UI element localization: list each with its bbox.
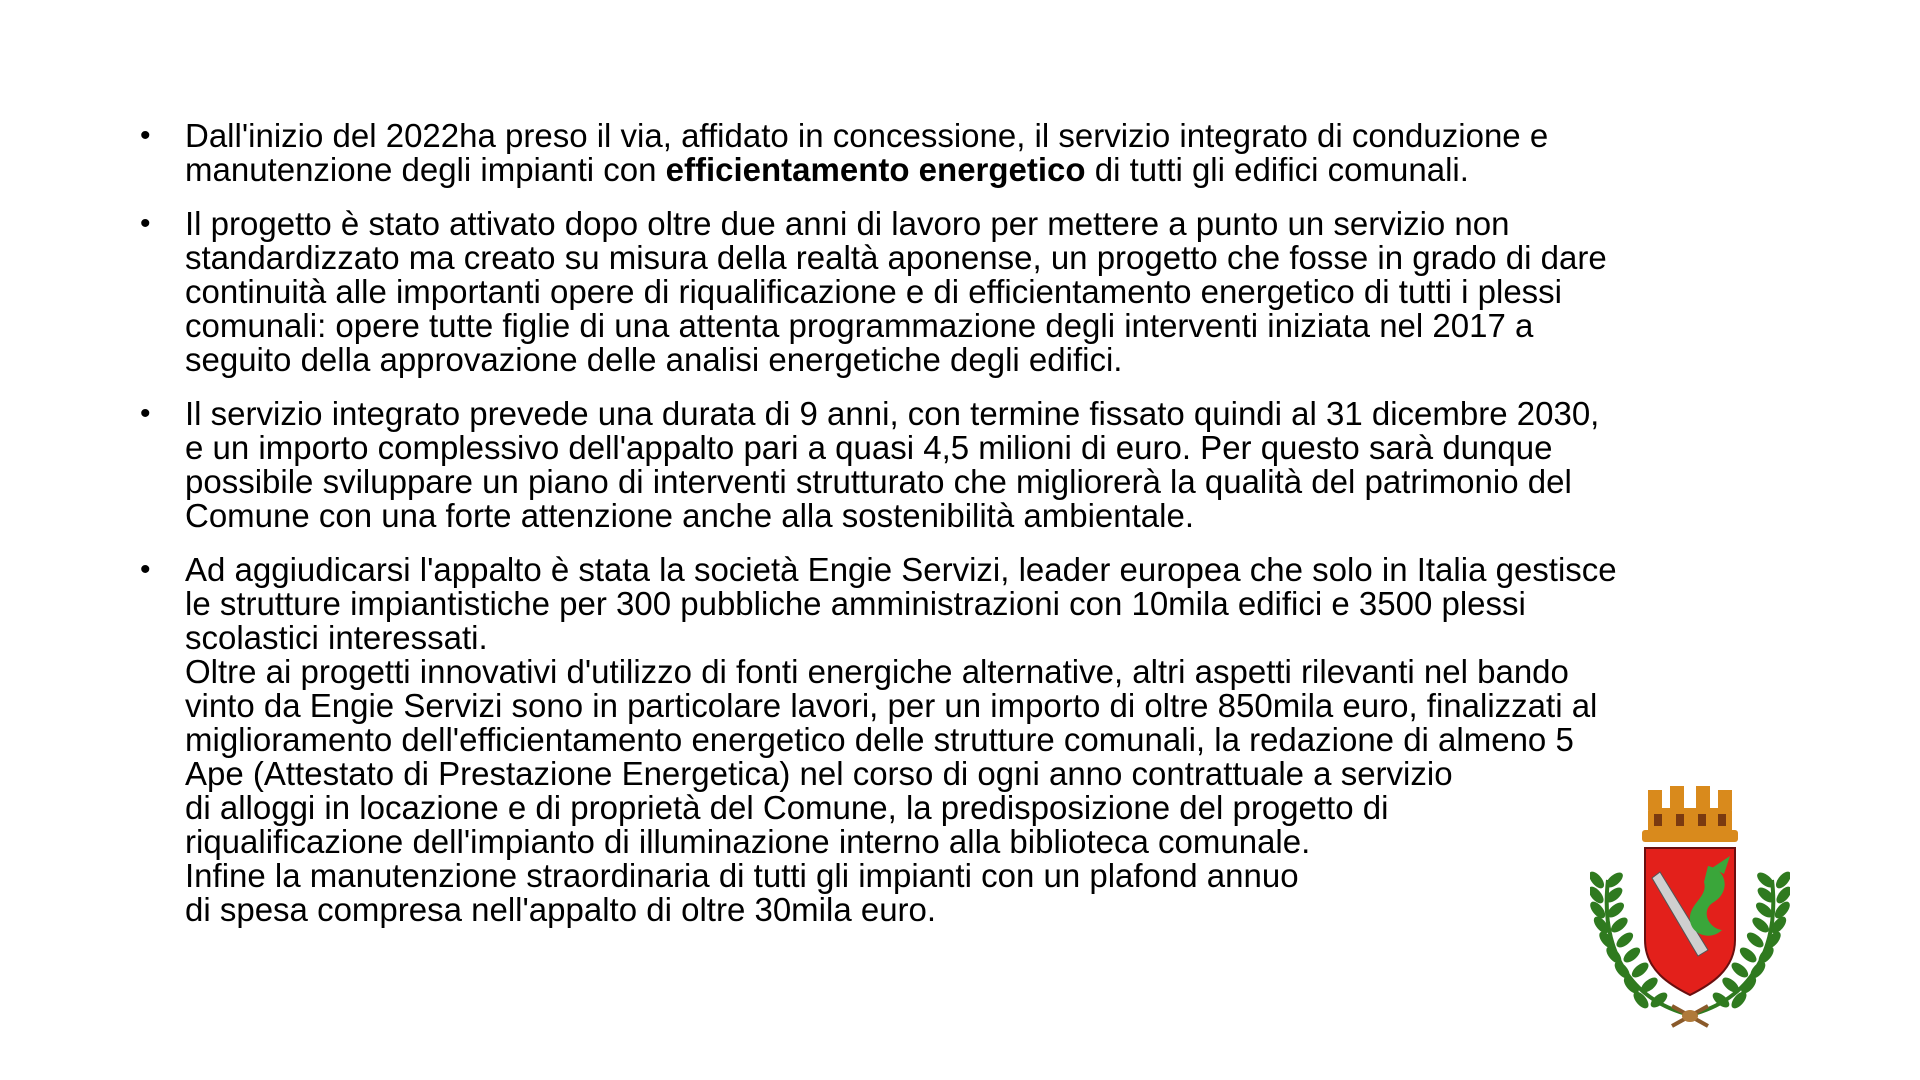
bold-highlight: efficientamento energetico: [665, 151, 1086, 188]
bullet-4-line-9: riqualificazione dell'impianto di illuminazione interno alla biblioteca comunale.: [185, 823, 1311, 860]
bullet-item-3: [140, 397, 1800, 533]
bullet-4-line-5: vinto da Engie Servizi sono in particolare lavori, per un importo di oltre 850mila euro, finalizzati al: [185, 687, 1598, 724]
bullet-4-line-4: Oltre ai progetti innovativi d'utilizzo di fonti energiche alternative, altri aspetti rilevanti nel bando: [185, 653, 1569, 690]
bullet-1-line-2-before: manutenzione degli impianti con: [185, 151, 666, 188]
bullet-2-line-1: • Il progetto è stato attivato dopo oltre due anni di lavoro per mettere a punto un servizio non: [185, 205, 1510, 242]
bullet-item-1: [140, 119, 1800, 187]
bullet-4-line-3: scolastici interessati.: [185, 619, 488, 656]
bullet-item-4: [140, 553, 1800, 927]
bullet-3-line-1: • Il servizio integrato prevede una durata di 9 anni, con termine fissato quindi al 31 dicembre 2030,: [185, 395, 1600, 432]
municipal-coat-of-arms-icon: [1590, 770, 1790, 1030]
bullet-1-line-2: [185, 153, 1800, 187]
bullet-4-line-1: • Ad aggiudicarsi l'appalto è stata la società Engie Servizi, leader europea che solo in Italia gestisce: [185, 551, 1617, 588]
bullet-4-line-7: Ape (Attestato di Prestazione Energetica) nel corso di ogni anno contrattuale a servizio: [185, 755, 1453, 792]
wreath-leaf: [1729, 960, 1751, 981]
wreath-leaf: [1744, 930, 1766, 951]
crown: [1642, 786, 1738, 842]
wreath-leaf: [1614, 930, 1636, 951]
bullet-1-line-1: • Dall'inizio del 2022ha preso il via, affidato in concessione, il servizio integrato di conduzione e: [185, 117, 1549, 154]
bullet-2-line-2: standardizzato ma creato su misura della realtà aponense, un progetto che fosse in grado di dare: [185, 239, 1607, 276]
bullet-list: [140, 119, 1800, 927]
wreath-leaf: [1629, 960, 1651, 981]
bullet-3-line-4: Comune con una forte attenzione anche alla sostenibilità ambientale.: [185, 497, 1194, 534]
bullet-3-line-3: possibile sviluppare un piano di interventi strutturato che migliorerà la qualità del patrimonio del: [185, 463, 1572, 500]
shield: [1645, 848, 1735, 995]
bullet-2-line-4: comunali: opere tutte figlie di una attenta programmazione degli interventi iniziata nel 2017 a: [185, 307, 1534, 344]
bullet-1-line-2-after: di tutti gli edifici comunali.: [1085, 151, 1469, 188]
bullet-item-2: [140, 207, 1800, 377]
wreath-leaf: [1737, 945, 1759, 966]
bullet-2-line-5: seguito della approvazione delle analisi energetiche degli edifici.: [185, 341, 1123, 378]
bullet-4-line-10: Infine la manutenzione straordinaria di tutti gli impianti con un plafond annuo: [185, 857, 1299, 894]
wreath-leaf: [1621, 945, 1643, 966]
bullet-4-line-6: miglioramento dell'efficientamento energetico delle strutture comunali, la redazione di almeno 5: [185, 721, 1574, 758]
bullet-4-line-2: le strutture impiantistiche per 300 pubbliche amministrazioni con 10mila edifici e 3500 plessi: [185, 585, 1526, 622]
bullet-4-line-8: di alloggi in locazione e di proprietà del Comune, la predisposizione del progetto di: [185, 789, 1389, 826]
wreath-leaf: [1608, 915, 1630, 936]
bullet-2-line-3: continuità alle importanti opere di riqualificazione e di efficientamento energetico di tutti i plessi: [185, 273, 1563, 310]
bullet-4-line-11: di spesa compresa nell'appalto di oltre 30mila euro.: [185, 891, 937, 928]
wreath-leaf: [1750, 915, 1772, 936]
bullet-3-line-2: e un importo complessivo dell'appalto pari a quasi 4,5 milioni di euro. Per questo sarà dunque: [185, 429, 1553, 466]
